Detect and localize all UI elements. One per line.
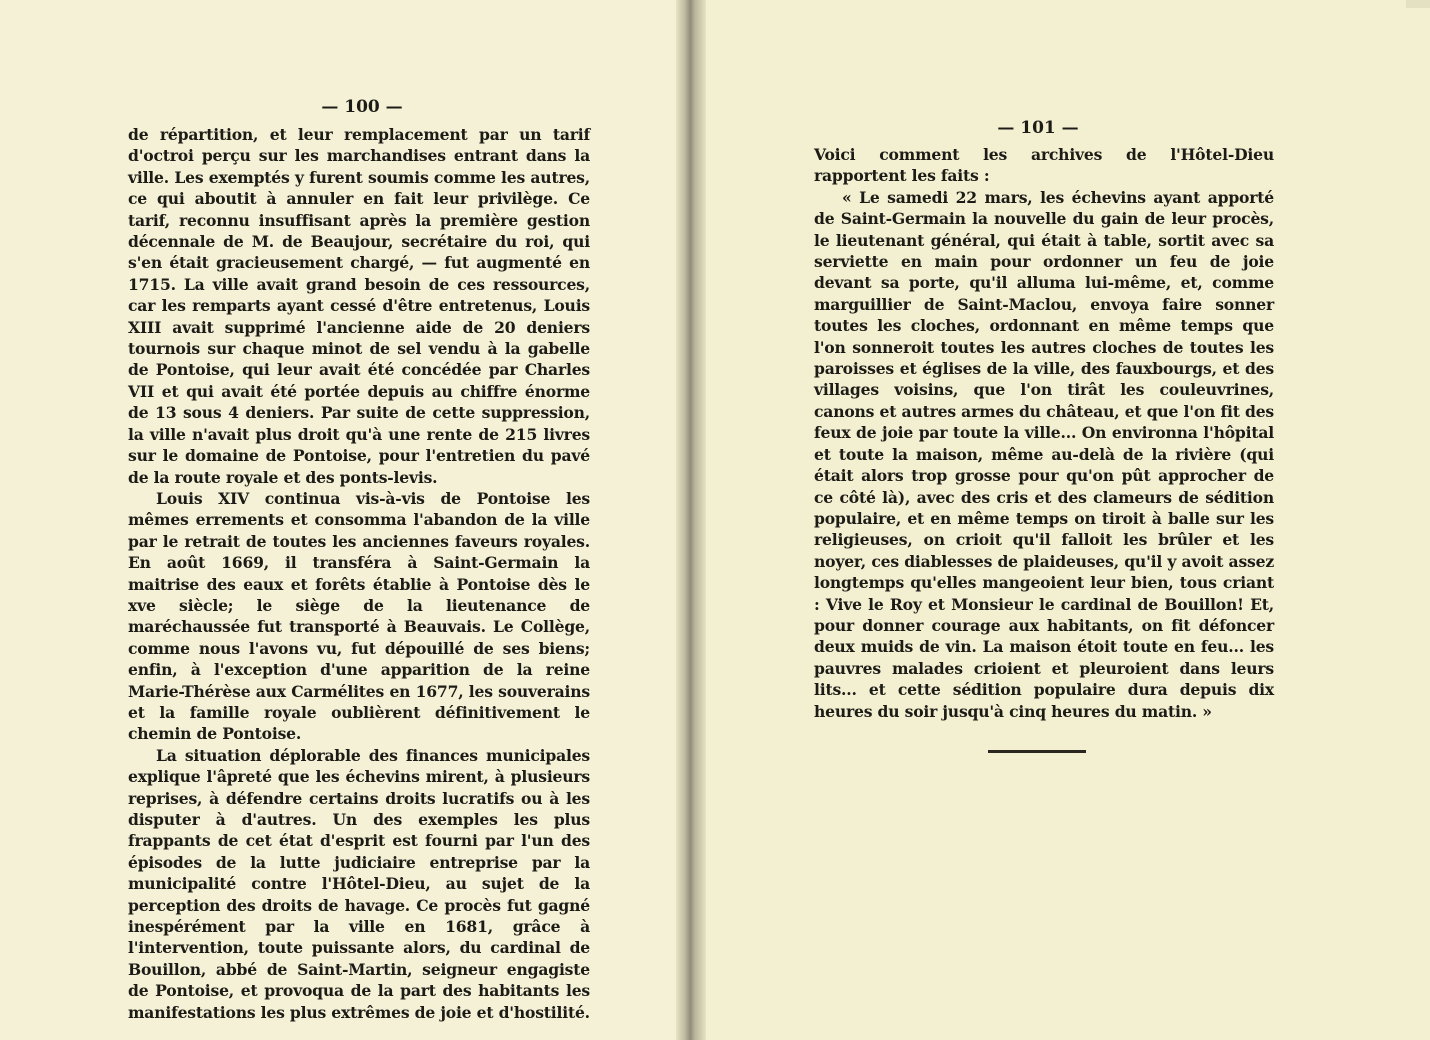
right-page-text — [814, 144, 1274, 722]
paragraph: de répartition, et leur remplacement par un tarif d'octroi perçu sur les marchandises entrant dans la ville. Les exemptés y furent soumis comme les autres, ce qui aboutit à annuler en fait leur privilège. Ce tarif, reconnu insuffisant après la première gestion décennale de M. de Beaujour, secrétaire du roi, qui s'en était gracieusement chargé, — fut augmenté en 1715. La ville avait grand besoin de ces ressources, car les remparts ayant cessé d'être entretenus, Louis XIII avait supprimé l'ancienne aide de 20 deniers tournois sur chaque minot de sel vendu à la gabelle de Pontoise, qui leur avait été concédée par Charles VII et qui avait été portée depuis au chiffre énorme de 13 sous 4 deniers. Par suite de cette suppression, la ville n'avait plus droit qu'à une rente de 215 livres sur le domaine de Pontoise, pour l'entretien du pavé de la route royale et des ponts-levis. — [128, 125, 590, 487]
page-number-left: — 100 — — [321, 97, 403, 117]
paragraph: Louis XIV continua vis-à-vis de Pontoise les mêmes errements et consomma l'abandon de la ville par le retrait de toutes les anciennes faveurs royales. En août 1669, il transféra à Saint-Germain la maitrise des eaux et forêts établie à Pontoise dès le xve siècle; le siège de la lieutenance de maréchaussée fut transporté à Beauvais. Le Collège, comme nous l'avons vu, fut dépouillé de ses biens; enfin, à l'exception d'une apparition de la reine Marie-Thérèse aux Carmélites en 1677, les souverains et la famille royale oublièrent définitivement le chemin de Pontoise. — [128, 488, 590, 744]
left-page-text — [128, 124, 590, 1023]
paragraph: Voici comment les archives de l'Hôtel-Dieu rapportent les faits : — [814, 145, 1274, 186]
left-page — [0, 0, 676, 1040]
book-gutter — [676, 0, 706, 1040]
page-edge — [1406, 0, 1430, 8]
quotation-paragraph: « Le samedi 22 mars, les échevins ayant apporté de Saint-Germain la nouvelle du gain de leur procès, le lieutenant général, qui était à table, sortit avec sa serviette en main pour ordonner un feu de joie devant sa porte, qu'il alluma lui-même, et, comme marguillier de Saint-Maclou, envoya faire sonner toutes les cloches, ordonnant en même temps que l'on sonneroit toutes les autres cloches de toutes les paroisses et églises de la ville, des fauxbourgs, et des villages voisins, que l'on tirât les couleuvrines, canons et autres armes du château, et que l'on fit des feux de joie par toute la ville... On environna l'hôpital et toute la maison, même au-delà de la rivière (qui était alors trop grosse pour qu'on pût approcher de ce côté là), avec des cris et des clameurs de sédition populaire, et en même temps on tiroit à balle sur les religieuses, on crioit qu'il falloit les brûler et les noyer, ces diablesses de plaideuses, qu'il y avoit assez longtemps qu'elles mangeoient leur bien, tous criant : Vive le Roy et Monsieur le cardinal de Bouillon! Et, pour donner courage aux habitants, on fit défoncer deux muids de vin. La maison étoit toute en feu... les pauvres malades crioient et pleuroient dans leurs lits... et cette sédition populaire dura depuis dix heures du soir jusqu'à cinq heures du matin. » — [814, 187, 1274, 721]
page-number-right: — 101 — — [997, 118, 1079, 138]
closing-rule — [988, 750, 1086, 753]
paragraph: La situation déplorable des finances municipales explique l'âpreté que les échevins mirent, à plusieurs reprises, à défendre certains droits lucratifs ou à les disputer à d'autres. Un des exemples les plus frappants de cet état d'esprit est fourni par l'un des épisodes de la lutte judiciaire entreprise par la municipalité contre l'Hôtel-Dieu, au sujet de la perception des droits de havage. Ce procès fut gagné inespérément par la ville en 1681, grâce à l'intervention, toute puissante alors, du cardinal de Bouillon, abbé de Saint-Martin, seigneur engagiste de Pontoise, et provoqua de la part des habitants les manifestations les plus extrêmes de joie et d'hostilité. — [128, 745, 590, 1022]
